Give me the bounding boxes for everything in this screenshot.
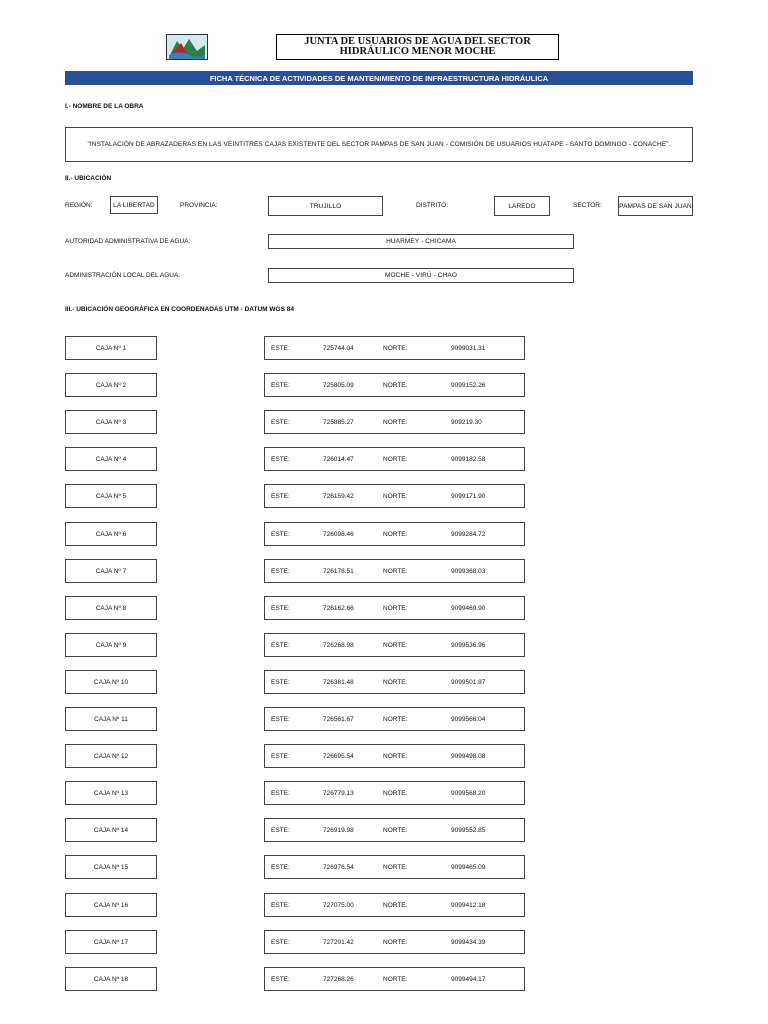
norte-value: 9099552.85 — [451, 827, 486, 834]
caja-label-box — [65, 818, 157, 842]
distrito-label: DISTRITO: — [416, 202, 449, 209]
norte-value: 9099152.26 — [451, 382, 486, 389]
este-value: 727075.00 — [323, 902, 354, 909]
ana-field — [268, 234, 574, 249]
organization-title: JUNTA DE USUARIOS DE AGUA DEL SECTOR HIDRÁULICO MENOR MOCHE — [276, 34, 559, 60]
caja-name: CAJA Nº 1 — [95, 344, 127, 352]
provincia-label: PROVINCIA: — [180, 202, 218, 209]
provincia-value: TRUJILLO — [309, 202, 342, 210]
caja-label-box — [65, 373, 157, 397]
caja-name: CAJA Nº 4 — [95, 455, 127, 463]
caja-name: CAJA Nº 5 — [95, 492, 127, 500]
coordinate-box — [264, 596, 525, 620]
este-value: 726779.13 — [323, 790, 354, 797]
coordinate-box — [264, 707, 525, 731]
este-label: ESTE: — [271, 976, 290, 983]
caja-name: CAJA Nº 9 — [95, 641, 127, 649]
caja-label-box — [65, 522, 157, 546]
caja-name: CAJA Nº 13 — [93, 789, 129, 797]
caja-label-box — [65, 559, 157, 583]
caja-name: CAJA Nº 14 — [93, 826, 129, 834]
ala-field — [268, 268, 574, 283]
este-label: ESTE: — [271, 827, 290, 834]
este-value: 726381.48 — [323, 679, 354, 686]
geo-heading: III.- UBICACIÓN GEOGRÁFICA EN COORDENADAS UTM - DATUM WGS 84 — [65, 306, 294, 313]
caja-label-box — [65, 410, 157, 434]
coordinate-box — [264, 893, 525, 917]
caja-label-box — [65, 744, 157, 768]
caja-label-box — [65, 447, 157, 471]
este-value: 726014.47 — [323, 456, 354, 463]
norte-label: NORTE: — [383, 939, 408, 946]
ana-label: AUTORIDAD ADMINISTRATIVA DE AGUA: — [65, 238, 191, 245]
coordinate-box — [264, 410, 525, 434]
este-label: ESTE: — [271, 345, 290, 352]
norte-value: 9099465.09 — [451, 864, 486, 871]
caja-label-box — [65, 781, 157, 805]
norte-value: 9099494.17 — [451, 976, 486, 983]
este-value: 727201.42 — [323, 939, 354, 946]
coordinate-box — [264, 484, 525, 508]
este-value: 726695.54 — [323, 753, 354, 760]
este-value: 725885.27 — [323, 419, 354, 426]
este-label: ESTE: — [271, 568, 290, 575]
norte-label: NORTE: — [383, 790, 408, 797]
norte-value: 9099566.04 — [451, 716, 486, 723]
coordinate-box — [264, 670, 525, 694]
este-value: 726098.46 — [323, 531, 354, 538]
caja-name: CAJA Nº 12 — [93, 752, 129, 760]
norte-label: NORTE: — [383, 864, 408, 871]
norte-label: NORTE: — [383, 642, 408, 649]
este-value: 726561.67 — [323, 716, 354, 723]
coordinate-box — [264, 855, 525, 879]
coordinate-box — [264, 447, 525, 471]
caja-name: CAJA Nº 10 — [93, 678, 129, 686]
este-label: ESTE: — [271, 864, 290, 871]
caja-label-box — [65, 930, 157, 954]
norte-value: 9099031.31 — [451, 345, 486, 352]
coordinate-box — [264, 336, 525, 360]
norte-label: NORTE: — [383, 976, 408, 983]
provincia-field — [268, 196, 383, 216]
norte-label: NORTE: — [383, 456, 408, 463]
este-label: ESTE: — [271, 902, 290, 909]
este-label: ESTE: — [271, 605, 290, 612]
obra-name-text: "INSTALACIÓN DE ABRAZADERAS EN LAS VEINTITRES CAJAS EXISTENTE DEL SECTOR PAMPAS DE SAN JUAN - COMISIÓN DE USUARIOS HUATAPE - SANTO DOMINGO - CONACHE". — [87, 141, 671, 148]
sector-label: SECTOR: — [573, 202, 602, 209]
coordinate-box — [264, 373, 525, 397]
norte-value: 9099284.72 — [451, 531, 486, 538]
ala-label: ADMINISTRACIÓN LOCAL DEL AGUA: — [65, 272, 181, 279]
este-value: 725744.04 — [323, 345, 354, 352]
norte-value: 9099568.20 — [451, 790, 486, 797]
region-field — [110, 196, 158, 214]
norte-label: NORTE: — [383, 345, 408, 352]
caja-name: CAJA Nº 16 — [93, 901, 129, 909]
caja-name: CAJA Nº 6 — [95, 530, 127, 538]
este-label: ESTE: — [271, 716, 290, 723]
norte-label: NORTE: — [383, 902, 408, 909]
coordinate-box — [264, 522, 525, 546]
region-label: REGIÓN: — [65, 202, 93, 209]
ubicacion-heading: II.- UBICACIÓN — [65, 175, 112, 182]
obra-heading: I.- NOMBRE DE LA OBRA — [65, 103, 144, 110]
caja-name: CAJA Nº 8 — [95, 604, 127, 612]
caja-name: CAJA Nº 3 — [95, 418, 127, 426]
norte-value: 9099501.87 — [451, 679, 486, 686]
este-value: 725805.09 — [323, 382, 354, 389]
norte-value: 9099412.18 — [451, 902, 486, 909]
caja-name: CAJA Nº 7 — [95, 567, 127, 575]
ala-value: MOCHE - VIRÚ - CHAO — [385, 272, 457, 279]
title-banner: FICHA TÉCNICA DE ACTIVIDADES DE MANTENIMIENTO DE INFRAESTRUCTURA HIDRÁULICA — [65, 71, 693, 85]
caja-name: CAJA Nº 2 — [95, 381, 127, 389]
este-label: ESTE: — [271, 531, 290, 538]
norte-label: NORTE: — [383, 531, 408, 538]
coordinate-box — [264, 930, 525, 954]
este-value: 726919.98 — [323, 827, 354, 834]
distrito-field — [494, 196, 550, 216]
caja-label-box — [65, 855, 157, 879]
caja-label-box — [65, 633, 157, 657]
norte-value: 9099469.90 — [451, 605, 486, 612]
caja-label-box — [65, 893, 157, 917]
norte-label: NORTE: — [383, 568, 408, 575]
este-value: 726976.54 — [323, 864, 354, 871]
norte-label: NORTE: — [383, 382, 408, 389]
caja-name: CAJA Nº 18 — [93, 975, 129, 983]
norte-value: 9099368.03 — [451, 568, 486, 575]
coordinate-box — [264, 967, 525, 991]
norte-value: 9099434.39 — [451, 939, 486, 946]
norte-label: NORTE: — [383, 493, 408, 500]
norte-label: NORTE: — [383, 827, 408, 834]
coordinate-box — [264, 633, 525, 657]
este-value: 726162.66 — [323, 605, 354, 612]
coordinate-box — [264, 744, 525, 768]
este-label: ESTE: — [271, 382, 290, 389]
caja-label-box — [65, 670, 157, 694]
norte-label: NORTE: — [383, 716, 408, 723]
norte-label: NORTE: — [383, 605, 408, 612]
este-label: ESTE: — [271, 419, 290, 426]
este-label: ESTE: — [271, 939, 290, 946]
logo — [166, 34, 208, 60]
caja-name: CAJA Nº 15 — [93, 863, 129, 871]
coordinate-box — [264, 818, 525, 842]
este-label: ESTE: — [271, 790, 290, 797]
este-value: 727268.26 — [323, 976, 354, 983]
caja-label-box — [65, 596, 157, 620]
norte-label: NORTE: — [383, 419, 408, 426]
coordinate-box — [264, 781, 525, 805]
este-value: 726178.51 — [323, 568, 354, 575]
norte-value: 9099182.58 — [451, 456, 486, 463]
norte-label: NORTE: — [383, 679, 408, 686]
norte-value: 9099171.90 — [451, 493, 486, 500]
sector-field — [618, 196, 693, 216]
norte-value: 9099498.08 — [451, 753, 486, 760]
sector-value: PAMPAS DE SAN JUAN — [619, 202, 692, 210]
este-label: ESTE: — [271, 456, 290, 463]
norte-value: 909219.30 — [451, 419, 482, 426]
logo-emblem — [167, 35, 207, 59]
caja-name: CAJA Nº 11 — [94, 715, 128, 723]
region-value: LA LIBERTAD — [113, 201, 155, 209]
este-value: 726268.98 — [323, 642, 354, 649]
caja-label-box — [65, 336, 157, 360]
este-label: ESTE: — [271, 642, 290, 649]
norte-label: NORTE: — [383, 753, 408, 760]
este-value: 726159.42 — [323, 493, 354, 500]
obra-name-box — [65, 127, 693, 162]
caja-label-box — [65, 484, 157, 508]
coordinate-box — [264, 559, 525, 583]
distrito-value: LAREDO — [508, 202, 536, 210]
ana-value: HUARMEY - CHICAMA — [386, 238, 456, 245]
este-label: ESTE: — [271, 493, 290, 500]
este-label: ESTE: — [271, 753, 290, 760]
norte-value: 9099536.96 — [451, 642, 486, 649]
este-label: ESTE: — [271, 679, 290, 686]
caja-name: CAJA Nº 17 — [93, 938, 129, 946]
caja-label-box — [65, 967, 157, 991]
caja-label-box — [65, 707, 157, 731]
